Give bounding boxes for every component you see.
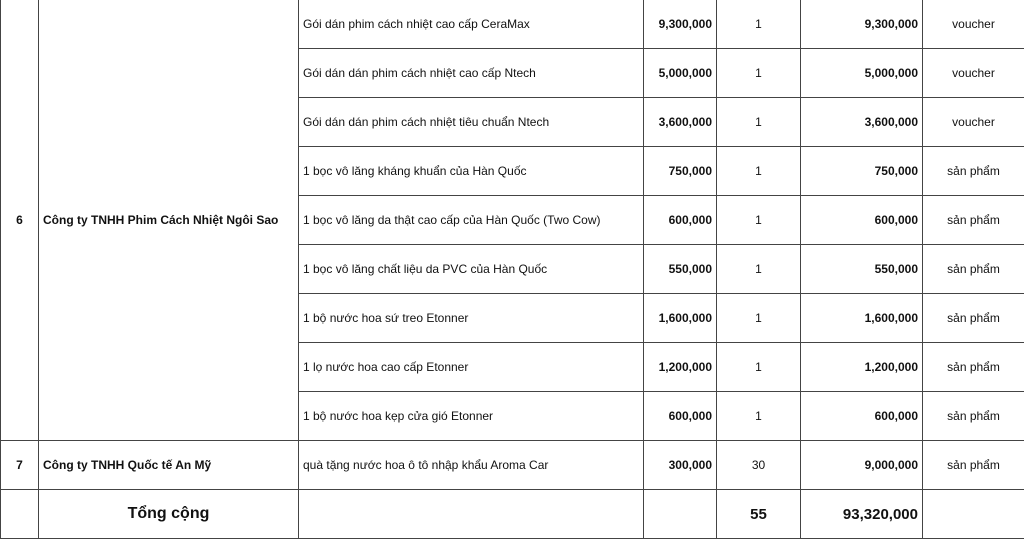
quantity: 30	[717, 441, 801, 490]
summary-empty	[299, 490, 644, 539]
unit-price: 1,200,000	[644, 343, 717, 392]
table-row	[1, 441, 1024, 490]
summary-total: 93,320,000	[801, 490, 923, 539]
prize-name: 1 lọ nước hoa cao cấp Etonner	[299, 343, 644, 392]
summary-empty	[1, 490, 39, 539]
summary-empty	[644, 490, 717, 539]
prize-name: 1 bọc vô lăng kháng khuẩn của Hàn Quốc	[299, 147, 644, 196]
total-value: 750,000	[801, 147, 923, 196]
quantity: 1	[717, 343, 801, 392]
row-number: 6	[1, 0, 39, 441]
prize-name: Gói dán phim cách nhiệt cao cấp CeraMax	[299, 0, 644, 49]
sponsor-company: Công ty TNHH Quốc tế An Mỹ	[39, 441, 299, 490]
quantity: 1	[717, 392, 801, 441]
prize-type: sản phẩm	[923, 343, 1024, 392]
summary-label: Tổng cộng	[39, 490, 299, 539]
unit-price: 750,000	[644, 147, 717, 196]
prize-name: 1 bộ nước hoa kẹp cửa gió Etonner	[299, 392, 644, 441]
total-value: 9,300,000	[801, 0, 923, 49]
prize-name: Gói dán dán phim cách nhiệt tiêu chuẩn Ntech	[299, 98, 644, 147]
total-value: 600,000	[801, 392, 923, 441]
prize-name: quà tặng nước hoa ô tô nhập khẩu Aroma Car	[299, 441, 644, 490]
unit-price: 600,000	[644, 392, 717, 441]
unit-price: 3,600,000	[644, 98, 717, 147]
prize-name: 1 bộ nước hoa sứ treo Etonner	[299, 294, 644, 343]
unit-price: 550,000	[644, 245, 717, 294]
prize-type: voucher	[923, 49, 1024, 98]
prize-type: sản phẩm	[923, 245, 1024, 294]
prize-name: 1 bọc vô lăng da thật cao cấp của Hàn Quốc (Two Cow)	[299, 196, 644, 245]
summary-row	[1, 490, 1024, 539]
quantity: 1	[717, 98, 801, 147]
unit-price: 1,600,000	[644, 294, 717, 343]
prize-type: sản phẩm	[923, 441, 1024, 490]
total-value: 1,200,000	[801, 343, 923, 392]
total-value: 9,000,000	[801, 441, 923, 490]
quantity: 1	[717, 49, 801, 98]
prize-type: voucher	[923, 98, 1024, 147]
total-value: 5,000,000	[801, 49, 923, 98]
prize-type: sản phẩm	[923, 196, 1024, 245]
unit-price: 600,000	[644, 196, 717, 245]
total-value: 550,000	[801, 245, 923, 294]
quantity: 1	[717, 0, 801, 49]
quantity: 1	[717, 147, 801, 196]
unit-price: 300,000	[644, 441, 717, 490]
prize-name: Gói dán dán phim cách nhiệt cao cấp Ntech	[299, 49, 644, 98]
summary-quantity: 55	[717, 490, 801, 539]
total-value: 1,600,000	[801, 294, 923, 343]
sponsor-company: Công ty TNHH Phim Cách Nhiệt Ngôi Sao	[39, 0, 299, 441]
row-number: 7	[1, 441, 39, 490]
prize-table-body	[1, 0, 1024, 539]
prize-name: 1 bọc vô lăng chất liệu da PVC của Hàn Quốc	[299, 245, 644, 294]
prize-type: sản phẩm	[923, 294, 1024, 343]
summary-empty	[923, 490, 1024, 539]
total-value: 600,000	[801, 196, 923, 245]
prize-type: sản phẩm	[923, 392, 1024, 441]
quantity: 1	[717, 294, 801, 343]
quantity: 1	[717, 245, 801, 294]
total-value: 3,600,000	[801, 98, 923, 147]
unit-price: 5,000,000	[644, 49, 717, 98]
unit-price: 9,300,000	[644, 0, 717, 49]
table-row	[1, 0, 1024, 49]
quantity: 1	[717, 196, 801, 245]
prize-type: sản phẩm	[923, 147, 1024, 196]
prize-type: voucher	[923, 0, 1024, 49]
